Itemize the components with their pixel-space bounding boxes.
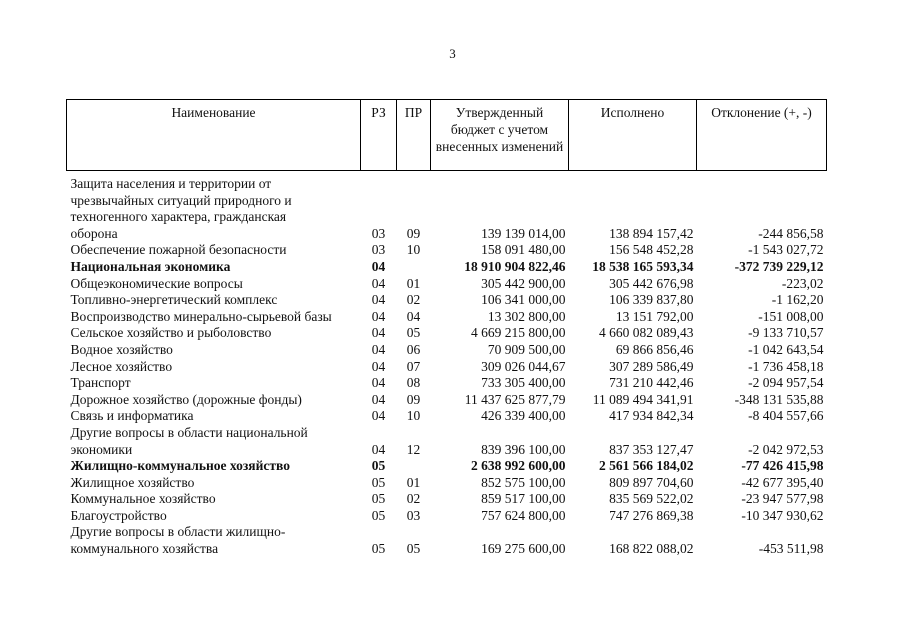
table-row [67, 342, 827, 359]
row-pr: 05 [406, 325, 421, 341]
row-name-text: Коммунальное хозяйство [70, 491, 216, 507]
row-name [67, 375, 361, 392]
row-name-text: Другие вопросы в области национальной экономики [70, 424, 308, 457]
row-rz: 04 [371, 292, 386, 308]
row-rz: 05 [371, 491, 386, 507]
row-name-text: Другие вопросы в области жилищно-коммунального хозяйства [70, 524, 286, 557]
row-rz: 05 [371, 507, 386, 523]
header-executed: Исполнено [569, 100, 697, 171]
row-name [67, 408, 361, 425]
row-approved: 13 302 800,00 [487, 308, 566, 324]
table-row [67, 524, 827, 557]
row-name-text: Связь и информатика [70, 408, 194, 424]
row-name-text: Лесное хозяйство [70, 358, 173, 374]
row-rz: 04 [371, 441, 386, 457]
header-deviation: Отклонение (+, -) [697, 100, 827, 171]
row-deviation: -348 131 535,88 [734, 391, 824, 407]
row-executed: 835 569 522,02 [609, 491, 694, 507]
row-pr: 08 [406, 375, 421, 391]
row-executed: 156 548 452,28 [609, 242, 694, 258]
row-name [67, 508, 361, 525]
row-name-text: Обеспечение пожарной безопасности [70, 242, 287, 258]
table-row [67, 475, 827, 492]
row-executed: 731 210 442,46 [609, 375, 694, 391]
row-name [67, 325, 361, 342]
row-deviation: -223,02 [781, 275, 824, 291]
row-deviation: -1 736 458,18 [748, 358, 824, 374]
row-pr: 06 [406, 341, 421, 357]
header-name: Наименование [67, 100, 361, 171]
row-name [67, 309, 361, 326]
row-deviation: -2 042 972,53 [748, 441, 824, 457]
row-approved: 169 275 600,00 [481, 541, 566, 557]
table-row [67, 375, 827, 392]
row-executed: 747 276 869,38 [609, 507, 694, 523]
row-pr: 02 [406, 491, 421, 507]
table-row [67, 276, 827, 293]
row-approved: 18 910 904 822,46 [464, 258, 566, 274]
row-deviation: -244 856,58 [758, 225, 824, 241]
table-row [67, 242, 827, 259]
table-row [67, 359, 827, 376]
row-deviation: -8 404 557,66 [748, 408, 824, 424]
row-name-text: Жилищное хозяйство [70, 474, 195, 490]
row-name [67, 292, 361, 309]
row-deviation: -77 426 415,98 [741, 458, 824, 474]
row-pr: 05 [406, 541, 421, 557]
row-rz: 04 [371, 308, 386, 324]
row-approved: 158 091 480,00 [481, 242, 566, 258]
row-rz: 04 [371, 275, 386, 291]
row-pr: 10 [406, 408, 421, 424]
row-executed: 106 339 837,80 [609, 292, 694, 308]
row-approved: 839 396 100,00 [481, 441, 566, 457]
row-pr: 10 [406, 242, 421, 258]
row-executed: 69 866 856,46 [615, 341, 694, 357]
row-deviation: -42 677 395,40 [741, 474, 824, 490]
table-row [67, 408, 827, 425]
row-pr: 09 [406, 225, 421, 241]
table-row [67, 508, 827, 525]
row-rz: 05 [371, 541, 386, 557]
row-name [67, 259, 361, 276]
row-executed: 168 822 088,02 [609, 541, 694, 557]
row-rz: 04 [371, 341, 386, 357]
row-approved: 70 909 500,00 [487, 341, 566, 357]
table-row [67, 259, 827, 276]
row-executed: 2 561 566 184,02 [599, 458, 694, 474]
table-row [67, 309, 827, 326]
row-executed: 138 894 157,42 [609, 225, 694, 241]
row-rz: 05 [371, 474, 386, 490]
header-approved-budget: Утвержденный бюджет с учетом внесенных изменений [431, 100, 569, 171]
row-executed: 837 353 127,47 [609, 441, 694, 457]
row-pr [397, 458, 431, 475]
row-approved: 733 305 400,00 [481, 375, 566, 391]
row-executed: 809 897 704,60 [609, 474, 694, 490]
row-executed: 305 442 676,98 [609, 275, 694, 291]
row-deviation: -1 543 027,72 [748, 242, 824, 258]
row-name [67, 342, 361, 359]
row-name [67, 171, 361, 243]
row-name-text: Воспроизводство минерально-сырьевой базы [70, 308, 332, 324]
row-approved: 309 026 044,67 [481, 358, 566, 374]
row-name [67, 475, 361, 492]
row-pr: 01 [406, 474, 421, 490]
row-name-text: Благоустройство [70, 507, 167, 523]
row-deviation: -151 008,00 [758, 308, 824, 324]
row-name [67, 359, 361, 376]
table-row [67, 325, 827, 342]
row-executed: 11 089 494 341,91 [592, 391, 694, 407]
row-pr: 01 [406, 275, 421, 291]
row-deviation: -1 042 643,54 [748, 341, 824, 357]
row-name-text: Национальная экономика [70, 258, 231, 274]
table-row [67, 458, 827, 475]
page-number: 3 [449, 46, 456, 61]
row-rz: 04 [371, 408, 386, 424]
table-row [67, 425, 827, 458]
row-name-text: Общеэкономические вопросы [70, 275, 243, 291]
row-name [67, 491, 361, 508]
header-pr: ПР [397, 100, 431, 171]
row-rz: 04 [371, 358, 386, 374]
row-approved: 106 341 000,00 [481, 292, 566, 308]
row-rz: 04 [371, 375, 386, 391]
row-pr [397, 259, 431, 276]
row-name-text: Транспорт [70, 375, 131, 391]
row-approved: 859 517 100,00 [481, 491, 566, 507]
row-name-text: Жилищно-коммунальное хозяйство [70, 458, 290, 474]
row-rz: 05 [371, 458, 386, 474]
row-name [67, 524, 361, 557]
row-approved: 11 437 625 877,79 [464, 391, 566, 407]
row-name [67, 276, 361, 293]
row-name [67, 242, 361, 259]
row-name [67, 425, 361, 458]
row-rz: 03 [371, 225, 386, 241]
row-approved: 139 139 014,00 [481, 225, 566, 241]
row-deviation: -9 133 710,57 [748, 325, 824, 341]
row-rz: 04 [371, 258, 386, 274]
row-name-text: Водное хозяйство [70, 341, 173, 357]
row-executed: 13 151 792,00 [615, 308, 694, 324]
row-rz: 04 [371, 325, 386, 341]
row-rz: 03 [371, 242, 386, 258]
row-name-text: Защита населения и территории от чрезвычайных ситуаций природного и техногенного характера, гражданская оборона [70, 176, 292, 241]
row-deviation: -453 511,98 [758, 541, 824, 557]
row-approved: 305 442 900,00 [481, 275, 566, 291]
row-approved: 426 339 400,00 [481, 408, 566, 424]
table-row [67, 292, 827, 309]
row-rz: 04 [371, 391, 386, 407]
row-name [67, 392, 361, 409]
row-name [67, 458, 361, 475]
row-pr: 04 [406, 308, 421, 324]
row-executed: 307 289 586,49 [609, 358, 694, 374]
table-header-row [67, 100, 827, 171]
row-name-text: Топливно-энергетический комплекс [70, 292, 278, 308]
row-name-text: Дорожное хозяйство (дорожные фонды) [70, 391, 302, 407]
row-deviation: -23 947 577,98 [741, 491, 824, 507]
row-pr: 02 [406, 292, 421, 308]
row-executed: 417 934 842,34 [609, 408, 694, 424]
row-pr: 09 [406, 391, 421, 407]
row-deviation: -10 347 930,62 [741, 507, 824, 523]
table-row [67, 171, 827, 243]
row-pr: 12 [406, 441, 421, 457]
row-pr: 03 [406, 507, 421, 523]
row-approved: 2 638 992 600,00 [471, 458, 566, 474]
row-approved: 4 669 215 800,00 [471, 325, 566, 341]
header-rz: РЗ [361, 100, 397, 171]
row-executed: 18 538 165 593,34 [592, 258, 694, 274]
table-row [67, 392, 827, 409]
row-pr: 07 [406, 358, 421, 374]
row-deviation: -372 739 229,12 [734, 258, 824, 274]
budget-table [66, 99, 827, 558]
row-name-text: Сельское хозяйство и рыболовство [70, 325, 272, 341]
row-approved: 852 575 100,00 [481, 474, 566, 490]
row-approved: 757 624 800,00 [481, 507, 566, 523]
row-deviation: -1 162,20 [771, 292, 824, 308]
row-deviation: -2 094 957,54 [748, 375, 824, 391]
row-executed: 4 660 082 089,43 [599, 325, 694, 341]
table-row [67, 491, 827, 508]
